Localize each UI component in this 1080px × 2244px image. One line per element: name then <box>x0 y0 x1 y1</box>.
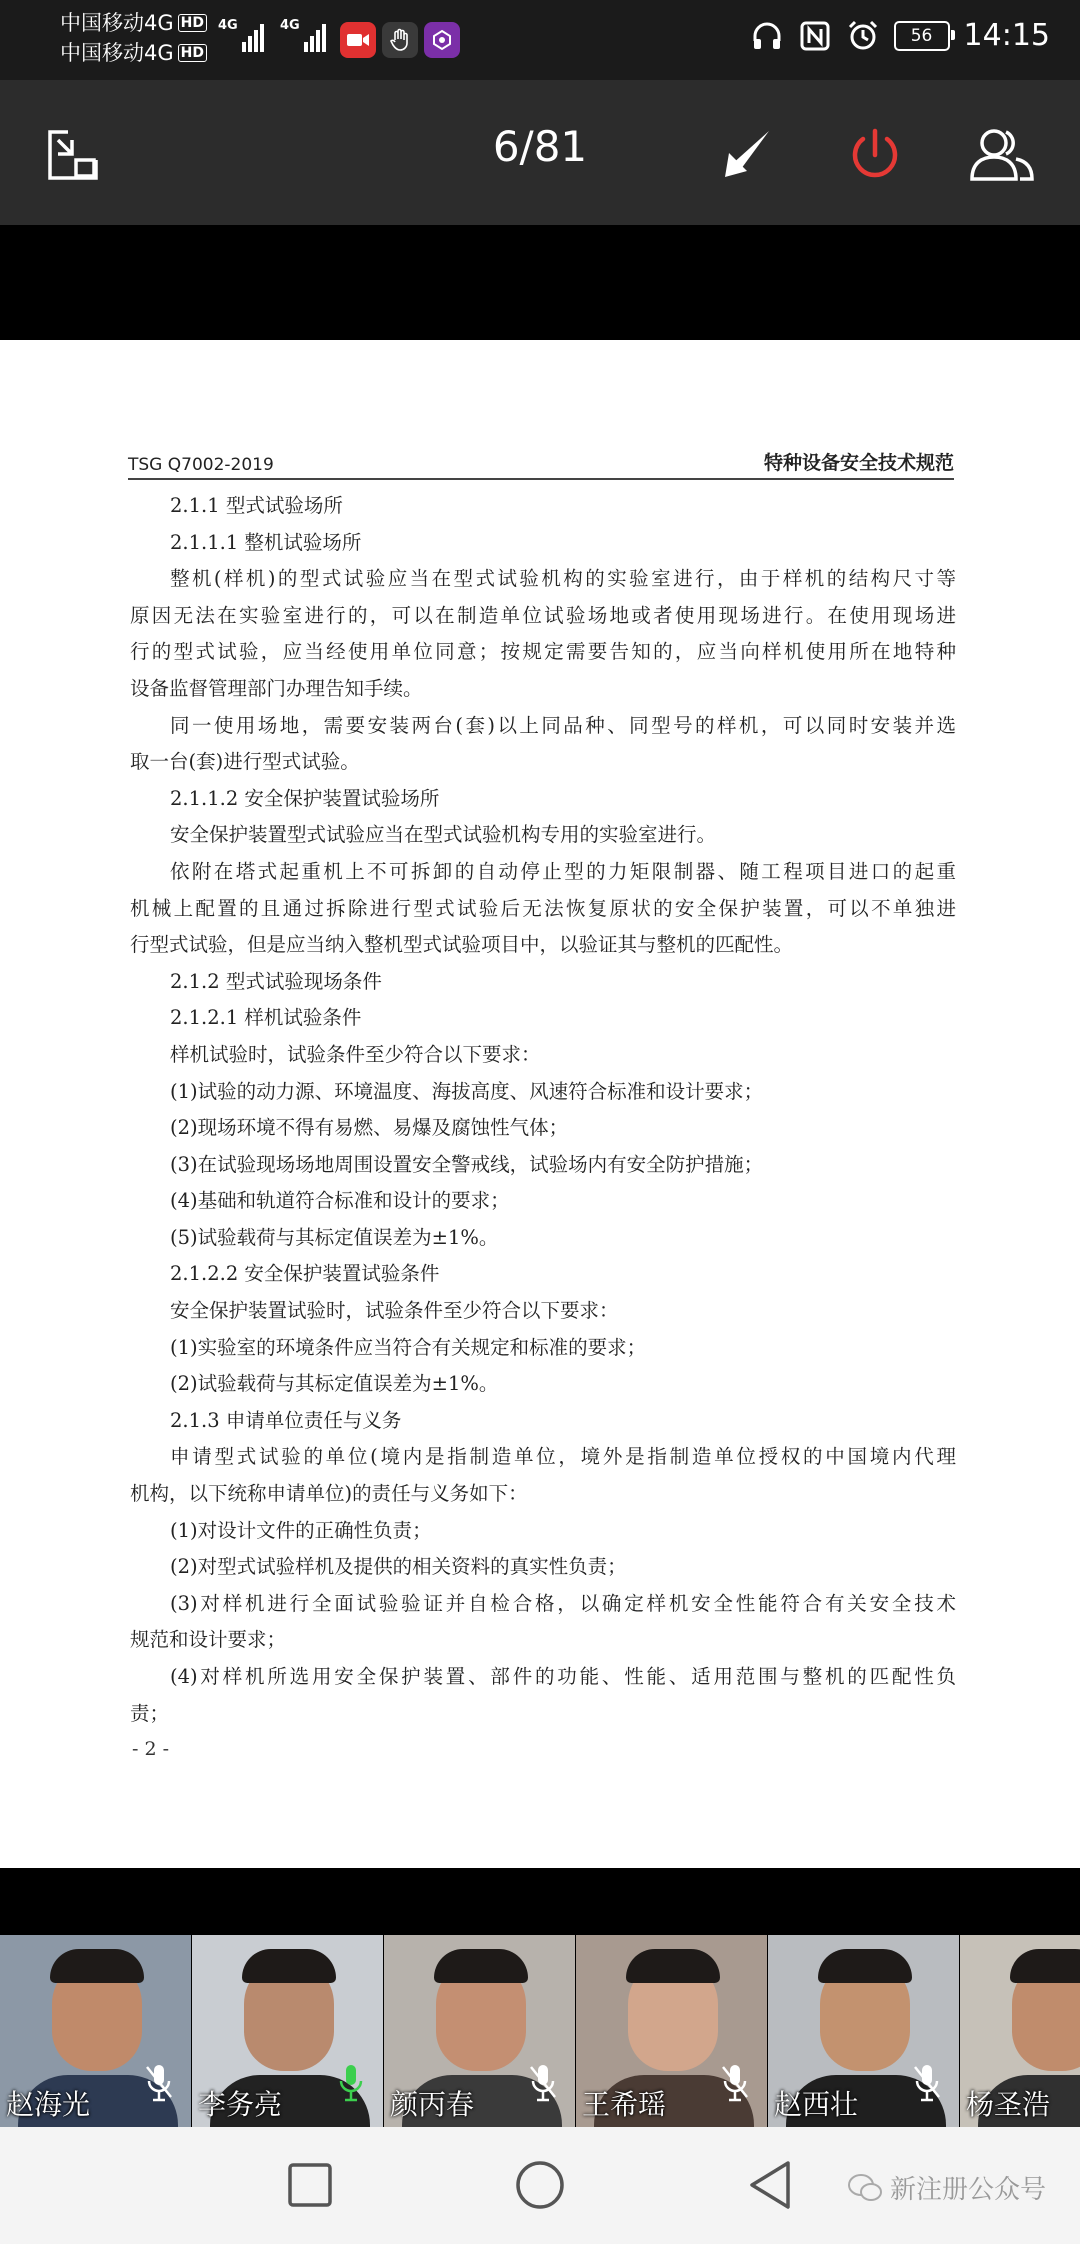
mic-muted-icon <box>913 2063 941 2105</box>
doc-line: 2.1.2 型式试验现场条件 <box>170 969 382 993</box>
watermark-text: 新注册公众号 <box>889 2175 1046 2205</box>
doc-page-number: - 2 - <box>132 1738 170 1760</box>
participant-hair <box>434 1949 528 1983</box>
participant-name: 王希瑶 <box>582 2088 667 2121</box>
alarm-icon <box>846 19 880 53</box>
watermark <box>848 2169 1046 2206</box>
signal-icon-1 <box>218 18 264 52</box>
doc-line: (1)对设计文件的正确性负责； <box>170 1518 432 1542</box>
doc-line: 原因无法在实验室进行的，可以在制造单位试验场地或者使用现场进行。在使用现场进 <box>130 603 956 627</box>
doc-standard-code: TSG Q7002-2019 <box>128 455 274 475</box>
nfc-icon <box>798 19 832 53</box>
triangle-back-icon <box>746 2159 794 2211</box>
hd-badge-2: HD <box>178 44 207 62</box>
doc-line: 2.1.2.1 样机试验条件 <box>170 1006 362 1030</box>
doc-line: (1)试验的动力源、环境温度、海拔高度、风速符合标准和设计要求； <box>170 1079 764 1103</box>
status-bar <box>0 0 1080 80</box>
doc-line: 申请型式试验的单位(境内是指制造单位，境外是指制造单位授权的中国境内代理 <box>170 1445 956 1469</box>
carrier-info <box>60 8 207 68</box>
carrier-1-label: 中国移动4G <box>60 11 174 35</box>
page-indicator: 6/81 <box>492 122 588 171</box>
participants-button[interactable] <box>968 120 1038 190</box>
doc-line: 规范和设计要求； <box>130 1628 287 1652</box>
arrow-pointer-icon <box>717 127 773 183</box>
app-notification-icon <box>424 22 460 58</box>
square-icon <box>286 2161 334 2209</box>
doc-line: 行型式试验，但是应当纳入整机型式试验项目中，以验证其与整机的匹配性。 <box>130 933 794 957</box>
doc-line: 2.1.1 型式试验场所 <box>170 494 343 517</box>
participant-hair <box>242 1949 336 1983</box>
hand-icon <box>382 22 418 58</box>
participant-hair <box>1010 1949 1080 1983</box>
doc-line: 行的型式试验，应当经使用单位同意；按规定需要告知的，应当向样机使用所在地特种 <box>130 640 956 664</box>
headphones-icon <box>750 19 784 53</box>
participant-name: 李务亮 <box>198 2088 283 2121</box>
wechat-icon <box>848 2173 882 2203</box>
doc-line: 整机(样机)的型式试验应当在型式试验机构的实验室进行，由于样机的结构尺寸等 <box>170 567 956 591</box>
doc-body-text <box>130 488 956 1732</box>
doc-line: (2)对型式试验样机及提供的相关资料的真实性负责； <box>170 1555 627 1579</box>
participant-name: 赵西壮 <box>774 2088 859 2121</box>
network-type-2: 4G <box>280 18 300 33</box>
minimize-button[interactable] <box>38 120 108 190</box>
circle-icon <box>514 2159 566 2211</box>
doc-line: 机构，以下统称申请单位)的责任与义务如下： <box>130 1482 528 1506</box>
participant-tile[interactable] <box>0 1935 191 2127</box>
doc-line: (2)试验载荷与其标定值误差为±1%。 <box>170 1372 499 1396</box>
clock: 14:15 <box>963 18 1050 53</box>
doc-line: 2.1.3 申请单位责任与义务 <box>170 1408 402 1432</box>
participant-name: 颜丙春 <box>390 2088 475 2121</box>
doc-line: (3)在试验现场场地周围设置安全警戒线，试验场内有安全防护措施； <box>170 1152 764 1176</box>
doc-line: 2.1.2.2 安全保护装置试验条件 <box>170 1262 440 1286</box>
mic-muted-icon <box>721 2063 749 2105</box>
participant-tile[interactable] <box>768 1935 959 2127</box>
doc-series-title: 特种设备安全技术规范 <box>763 452 954 474</box>
doc-running-header <box>128 448 954 480</box>
carrier-1 <box>60 8 207 38</box>
carrier-2 <box>60 38 207 68</box>
system-nav-bar <box>0 2127 1080 2244</box>
participant-tile[interactable] <box>384 1935 575 2127</box>
doc-line: 依附在塔式起重机上不可拆卸的自动停止型的力矩限制器、随工程项目进口的起重 <box>170 859 956 883</box>
mic-muted-icon <box>145 2063 173 2105</box>
participant-tile[interactable] <box>960 1935 1080 2127</box>
network-type-1: 4G <box>218 18 238 33</box>
power-icon <box>845 125 905 185</box>
signal-icon-2 <box>280 18 326 52</box>
participant-video-strip[interactable] <box>0 1935 1080 2127</box>
participant-hair <box>50 1949 144 1983</box>
minimize-window-icon <box>46 128 100 182</box>
participant-tile[interactable] <box>192 1935 383 2127</box>
participant-name: 杨圣浩 <box>966 2088 1051 2121</box>
home-button[interactable] <box>510 2155 570 2215</box>
doc-line: (3)对样机进行全面试验验证并自检合格，以确定样机安全性能符合有关安全技术 <box>170 1591 956 1615</box>
doc-line: 同一使用场地，需要安装两台(套)以上同品种、同型号的样机，可以同时安装并选 <box>170 713 956 737</box>
doc-line: 2.1.1.1 整机试验场所 <box>170 530 362 554</box>
battery-level: 56 <box>910 25 933 46</box>
leave-meeting-button[interactable] <box>840 120 910 190</box>
battery-indicator <box>894 21 950 51</box>
hd-badge: HD <box>178 14 207 32</box>
participants-icon <box>968 125 1038 185</box>
doc-line: (4)对样机所选用安全保护装置、部件的功能、性能、适用范围与整机的匹配性负 <box>170 1665 956 1688</box>
annotate-button[interactable] <box>710 120 780 190</box>
doc-line: (5)试验载荷与其标定值误差为±1%。 <box>170 1225 499 1249</box>
recents-button[interactable] <box>280 2155 340 2215</box>
doc-line: (1)实验室的环境条件应当符合有关规定和标准的要求； <box>170 1335 647 1359</box>
doc-line: (2)现场环境不得有易燃、易爆及腐蚀性气体； <box>170 1116 569 1140</box>
doc-line: 责； <box>130 1701 170 1725</box>
participant-tile[interactable] <box>576 1935 767 2127</box>
back-button[interactable] <box>740 2155 800 2215</box>
doc-line: (4)基础和轨道符合标准和设计的要求； <box>170 1189 510 1213</box>
doc-line: 机械上配置的且通过拆除进行型式试验后无法恢复原状的安全保护装置，可以不单独进 <box>130 896 956 920</box>
participant-hair <box>626 1949 720 1983</box>
mic-muted-icon <box>529 2063 557 2105</box>
participant-hair <box>818 1949 912 1983</box>
participant-name: 赵海光 <box>6 2088 91 2121</box>
viewer-toolbar <box>0 80 1080 225</box>
mic-active-icon <box>337 2063 365 2105</box>
document-page[interactable] <box>0 340 1080 1868</box>
doc-line: 安全保护装置试验时，试验条件至少符合以下要求： <box>170 1299 619 1323</box>
doc-line: 样机试验时，试验条件至少符合以下要求： <box>170 1042 541 1066</box>
doc-line: 安全保护装置型式试验应当在型式试验机构专用的实验室进行。 <box>170 823 717 847</box>
video-record-icon <box>340 22 376 58</box>
carrier-2-label: 中国移动4G <box>60 41 174 65</box>
doc-line: 2.1.1.2 安全保护装置试验场所 <box>170 786 440 810</box>
doc-line: 设备监督管理部门办理告知手续。 <box>130 676 423 700</box>
doc-line: 取一台(套)进行型式试验。 <box>130 750 360 774</box>
status-right-group <box>750 18 1050 53</box>
